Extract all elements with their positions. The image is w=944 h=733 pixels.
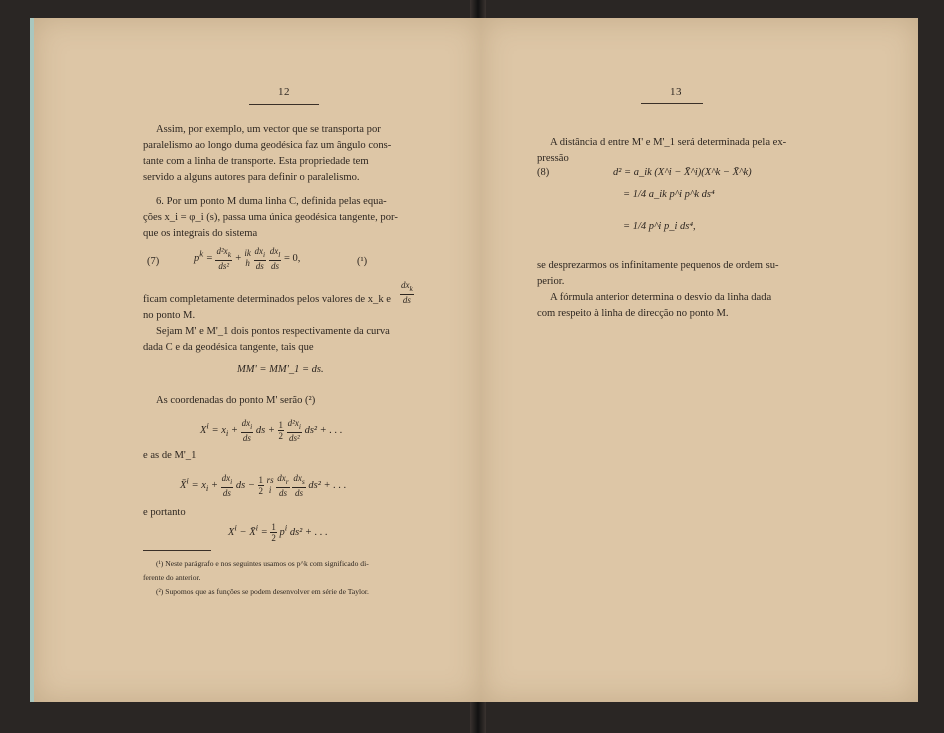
equation-label: (8) [537, 167, 550, 178]
paragraph-line: Sejam M' e M'_1 dois pontos respectivamente da curva [156, 326, 390, 337]
equation-7: $p^k$ = $\frac{d^2x_k}{\text{ds²}}$ + ik h $\frac{dx_i}{ds}$ $\frac{dx_l}{ds}$ = 0, [194, 246, 301, 271]
equation-8-line-1: d² = a_ik (X^i − X̄^i)(X^k − X̄^k) [613, 167, 752, 178]
paragraph-line: tante com a linha de transporte. Esta propriedade tem [143, 156, 369, 167]
paragraph-line: se desprezarmos os infinitamente pequenos de ordem su- [537, 260, 779, 271]
paragraph-line: que os integrais do sistema [143, 228, 258, 239]
paragraph-line: dada C e da geodésica tangente, tais que [143, 342, 314, 353]
footnote-rule [143, 550, 211, 551]
dx-ds-fraction: $\frac{dx_k}{ds}$ [401, 280, 413, 305]
paragraph-line: Assim, por exemplo, um vector que se transporta por [156, 124, 381, 135]
equation-label: (7) [147, 256, 160, 267]
header-rule [641, 103, 703, 104]
paragraph-line: A fórmula anterior determina o desvio da linha dada [550, 292, 772, 303]
footnote-line: ferente do anterior. [143, 573, 201, 582]
footnote-line: (¹) Neste parágrafo e nos seguintes usamos os p^k com significado di- [156, 559, 369, 568]
page-number: 13 [670, 86, 682, 98]
equation-difference: $X^i$ − X̄$^i$ = $\frac{1}{2}$ $p^i$ ds² + . . . [228, 522, 328, 543]
paragraph-line: e as de M'_1 [143, 450, 197, 461]
paragraph-line: no ponto M. [143, 310, 196, 321]
paragraph-line: servido a alguns autores para definir o paralelismo. [143, 172, 360, 183]
left-page [30, 18, 481, 702]
paragraph-line: pressão [537, 153, 569, 164]
paragraph-line: com respeito à linha de direcção no ponto M. [537, 308, 729, 319]
paragraph-line: A distância d entre M' e M'_1 será determinada pela ex- [550, 137, 787, 148]
right-page [481, 18, 918, 702]
paragraph-line: perior. [537, 276, 565, 287]
page-number: 12 [278, 86, 290, 98]
equation-8-line-2: = 1/4 a_ik p^i p^k ds⁴ [623, 189, 715, 200]
paragraph-line: As coordenadas do ponto M' serão (²) [156, 395, 316, 406]
equation-x-prime: $X^i = x_i$ + $\frac{dx_i}{ds}$ ds + $\frac{1}{2}$ $\frac{d^2x_i}{\text{ds²}}$ ds² + . . . [200, 418, 343, 443]
paragraph-line: 6. Por um ponto M duma linha C, definida pelas equa- [156, 196, 387, 207]
paragraph-line: e portanto [143, 507, 186, 518]
footnote-marker: (¹) [357, 256, 368, 267]
paragraph-line: paralelismo ao longo duma geodésica faz um ângulo cons- [143, 140, 392, 151]
paragraph-line: ficam completamente determinados pelos valores de x_k e [143, 294, 391, 305]
header-rule [249, 104, 319, 105]
equation-x-bar: X̄$^i$ = $x_i$ + $\frac{dx_i}{ds}$ ds − $\frac{1}{2}$ rs i $\frac{dx_r}{ds}$ $\frac{dx_s}{ds}$ ds² + . . . [180, 473, 347, 498]
arc-equation: MM' = MM'_1 = ds. [237, 364, 324, 375]
footnote-line: (²) Supomos que as funções se podem desenvolver em série de Taylor. [156, 587, 369, 596]
paragraph-line: ções x_i = φ_i (s), passa uma única geodésica tangente, por- [143, 212, 398, 223]
equation-8-line-3: = 1/4 p^i p_i ds⁴, [623, 221, 696, 232]
